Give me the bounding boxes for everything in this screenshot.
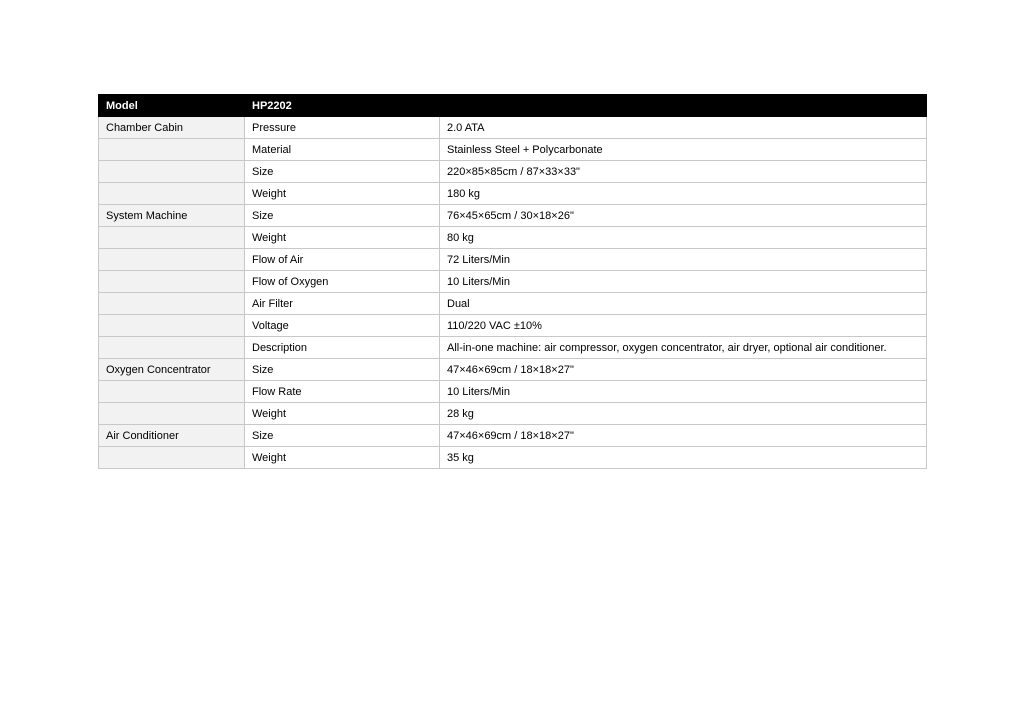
spec-name-cell: Air Filter	[245, 293, 440, 315]
table-row	[99, 293, 927, 315]
header-row	[99, 95, 927, 117]
table-row	[99, 337, 927, 359]
spec-value-cell: 47×46×69cm / 18×18×27"	[440, 359, 927, 381]
spec-table-body	[99, 117, 927, 469]
spec-name-cell: Flow of Oxygen	[245, 271, 440, 293]
table-row	[99, 271, 927, 293]
header-model-value: HP2202	[245, 95, 440, 117]
group-cell: Air Conditioner	[99, 425, 245, 447]
table-row	[99, 447, 927, 469]
group-cell: System Machine	[99, 205, 245, 227]
spec-value-cell: 220×85×85cm / 87×33×33"	[440, 161, 927, 183]
table-row	[99, 381, 927, 403]
table-row	[99, 227, 927, 249]
group-cell: Chamber Cabin	[99, 117, 245, 139]
spec-value-cell: All-in-one machine: air compressor, oxygen concentrator, air dryer, optional air conditioner.	[440, 337, 927, 359]
spec-value-cell: 28 kg	[440, 403, 927, 425]
table-row	[99, 403, 927, 425]
table-row	[99, 359, 927, 381]
table-row	[99, 183, 927, 205]
group-cell	[99, 315, 245, 337]
group-cell	[99, 447, 245, 469]
header-model-label: Model	[99, 95, 245, 117]
spec-name-cell: Material	[245, 139, 440, 161]
group-cell	[99, 271, 245, 293]
spec-name-cell: Voltage	[245, 315, 440, 337]
group-cell	[99, 337, 245, 359]
spec-name-cell: Size	[245, 359, 440, 381]
spec-value-cell: 180 kg	[440, 183, 927, 205]
group-cell	[99, 183, 245, 205]
spec-value-cell: 10 Liters/Min	[440, 381, 927, 403]
spec-value-cell: 72 Liters/Min	[440, 249, 927, 271]
spec-value-cell: 47×46×69cm / 18×18×27"	[440, 425, 927, 447]
group-cell	[99, 381, 245, 403]
spec-value-cell: 35 kg	[440, 447, 927, 469]
spec-value-cell: 2.0 ATA	[440, 117, 927, 139]
table-row	[99, 205, 927, 227]
table-row	[99, 161, 927, 183]
table-row	[99, 117, 927, 139]
spec-name-cell: Flow of Air	[245, 249, 440, 271]
spec-value-cell: Dual	[440, 293, 927, 315]
spec-value-cell: 10 Liters/Min	[440, 271, 927, 293]
table-row	[99, 249, 927, 271]
spec-value-cell: Stainless Steel + Polycarbonate	[440, 139, 927, 161]
group-cell	[99, 403, 245, 425]
group-cell	[99, 161, 245, 183]
group-cell	[99, 227, 245, 249]
group-cell	[99, 293, 245, 315]
table-row	[99, 315, 927, 337]
spec-name-cell: Weight	[245, 227, 440, 249]
table-row	[99, 139, 927, 161]
spec-name-cell: Flow Rate	[245, 381, 440, 403]
spec-name-cell: Weight	[245, 447, 440, 469]
spec-value-cell: 76×45×65cm / 30×18×26"	[440, 205, 927, 227]
header-empty-cell	[440, 95, 927, 117]
spec-name-cell: Size	[245, 161, 440, 183]
spec-name-cell: Pressure	[245, 117, 440, 139]
spec-name-cell: Description	[245, 337, 440, 359]
spec-table-header	[99, 95, 927, 117]
spec-name-cell: Weight	[245, 403, 440, 425]
spec-table	[98, 94, 927, 469]
spec-value-cell: 80 kg	[440, 227, 927, 249]
group-cell	[99, 249, 245, 271]
spec-name-cell: Size	[245, 425, 440, 447]
spec-name-cell: Weight	[245, 183, 440, 205]
spec-name-cell: Size	[245, 205, 440, 227]
spec-value-cell: 110/220 VAC ±10%	[440, 315, 927, 337]
group-cell: Oxygen Concentrator	[99, 359, 245, 381]
group-cell	[99, 139, 245, 161]
table-row	[99, 425, 927, 447]
